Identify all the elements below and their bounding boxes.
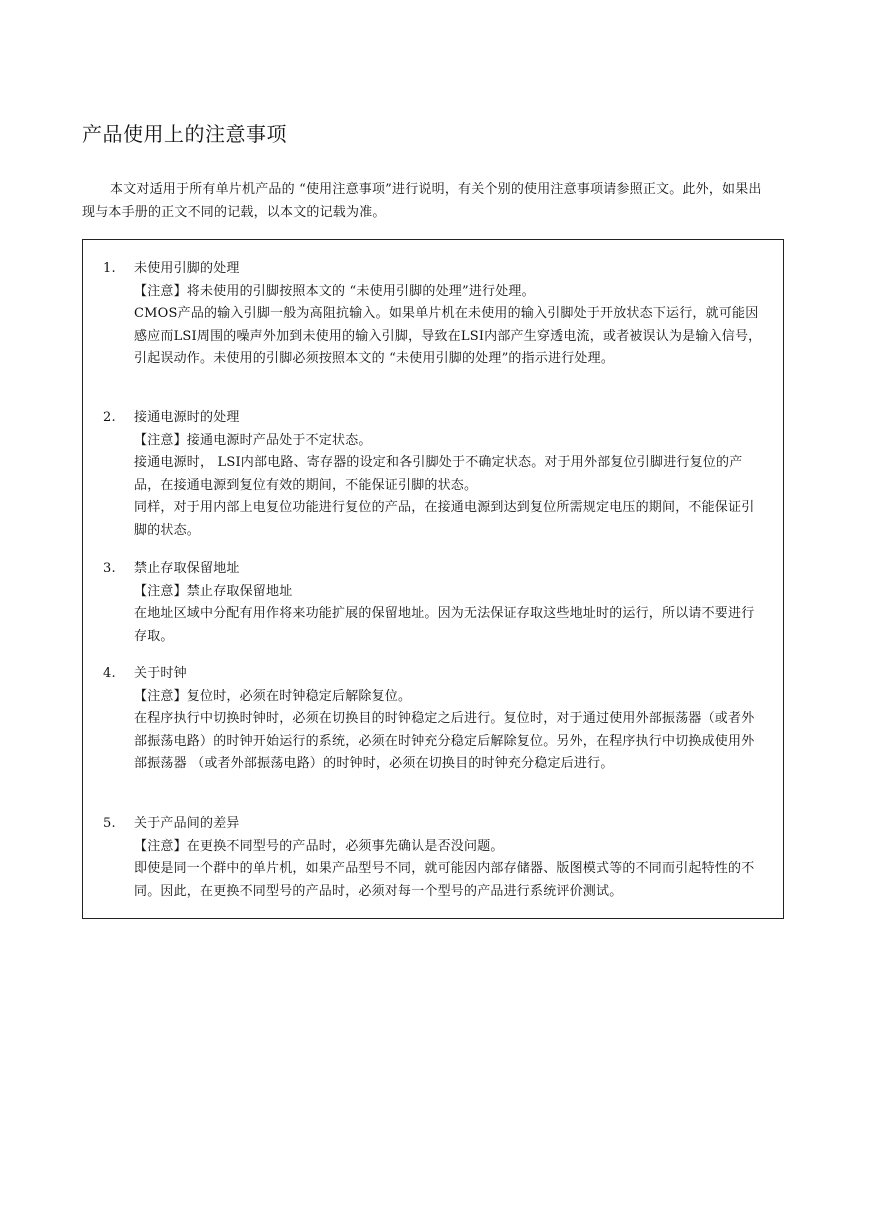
item-heading: 关于产品间的差异 [134,816,240,831]
precaution-item-2 [103,407,763,542]
item-note: 【注意】复位时，必须在时钟稳定后解除复位。 [134,688,412,704]
item-paragraph: 在地址区域中分配有用作将来功能扩展的保留地址。因为无法保证存取这些地址时的运行，所以请不要进行存取。 [134,606,755,644]
item-paragraph: 同样，对于用内部上电复位功能进行复位的产品，在接通电源到达到复位所需规定电压的期间，不能保证引脚的状态。 [134,500,755,538]
precautions-box [82,239,784,919]
item-note: 【注意】在更换不同型号的产品时，必须事先确认是否没问题。 [134,838,504,854]
precaution-item-5 [103,813,763,903]
item-note: 【注意】接通电源时产品处于不定状态。 [134,432,372,448]
precaution-item-4 [103,663,763,776]
item-paragraph: 即使是同一个群中的单片机，如果产品型号不同，就可能因内部存储器、版图模式等的不同而引起特性的不同。因此，在更换不同型号的产品时，必须对每一个型号的产品进行系统评价测试。 [134,861,755,899]
item-number: 2. [103,410,116,425]
item-number: 3. [103,561,116,576]
item-heading: 禁止存取保留地址 [134,561,240,576]
item-number: 5. [103,816,116,831]
item-paragraph: 接通电源时， LSI内部电路、寄存器的设定和各引脚处于不确定状态。对于用外部复位引脚进行复位的产品，在接通电源到复位有效的期间，不能保证引脚的状态。 [134,455,743,493]
item-number: 1. [103,261,116,276]
item-paragraph: 在程序执行中切换时钟时，必须在切换目的时钟稳定之后进行。复位时，对于通过使用外部振荡器（或者外部振荡电路）的时钟开始运行的系统，必须在时钟充分稳定后解除复位。另外，在程序执行中切换成使用外部振荡器 （或者外部振荡电路）的时钟时，必须在切换目的时钟充分稳定后进行。 [134,711,755,771]
item-heading: 接通电源时的处理 [134,410,240,425]
item-heading: 关于时钟 [134,666,187,681]
item-note: 【注意】将未使用的引脚按照本文的 “未使用引脚的处理”进行处理。 [134,283,535,299]
item-number: 4. [103,666,116,681]
page-title: 产品使用上的注意事项 [82,122,287,146]
precaution-item-1 [103,258,763,371]
intro-paragraph: 本文对适用于所有单片机产品的 “使用注意事项”进行说明，有关个别的使用注意事项请参照正文。此外，如果出现与本手册的正文不同的记载，以本文的记载为准。 [82,182,762,220]
item-heading: 未使用引脚的处理 [134,261,240,276]
item-note: 【注意】禁止存取保留地址 [134,583,293,599]
precaution-item-3 [103,558,763,648]
item-paragraph: CMOS产品的输入引脚一般为高阻抗输入。如果单片机在未使用的输入引脚处于开放状态下运行，就可能因感应而LSI周围的噪声外加到未使用的输入引脚，导致在LSI内部产生穿透电流，或者被误认为是输入信号，引起误动作。未使用的引脚必须按照本文的 “未使用引脚的处理”的指示进行处理。 [134,306,762,366]
